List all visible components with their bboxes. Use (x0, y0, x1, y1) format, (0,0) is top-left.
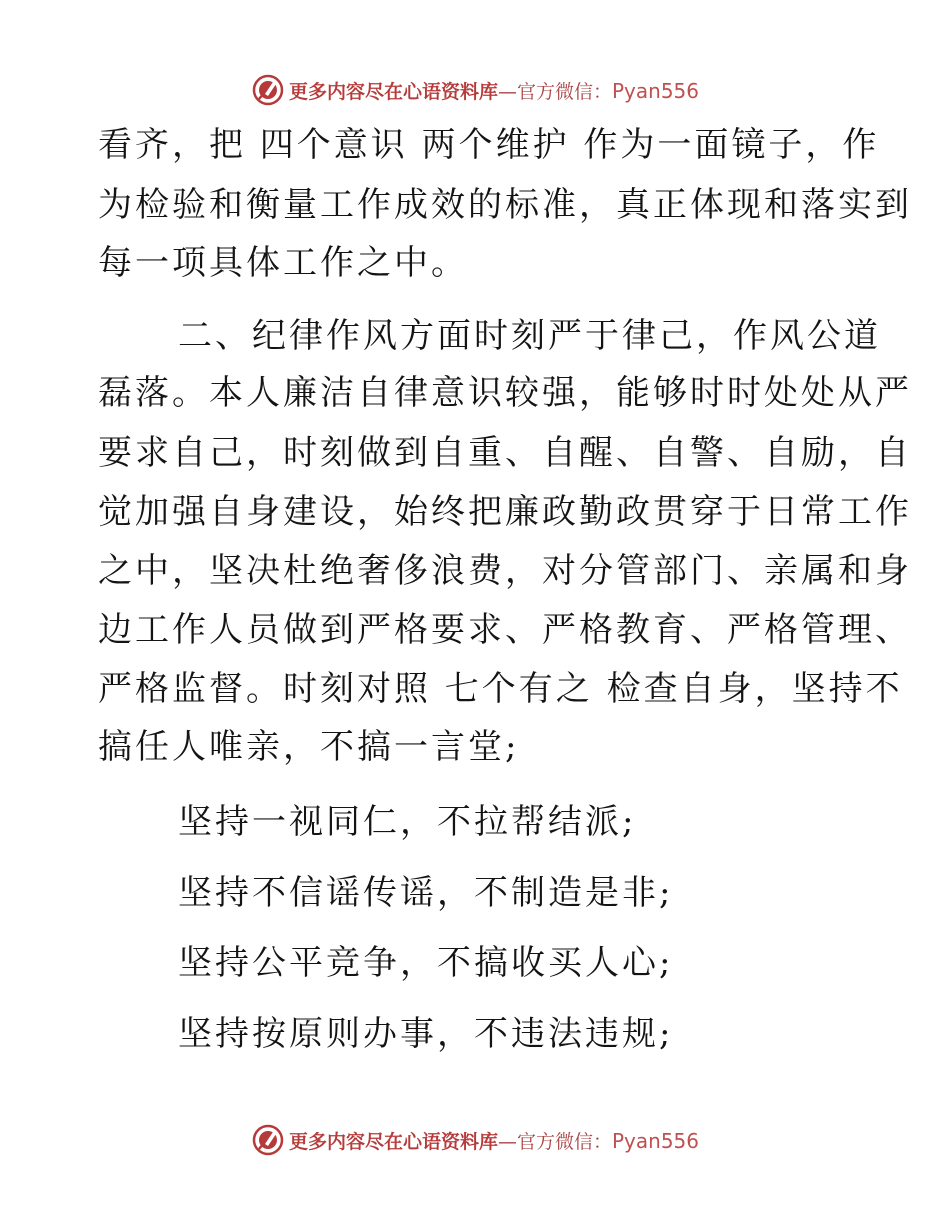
pen-nib-logo-icon (251, 1123, 285, 1157)
footer-banner (0, 1120, 950, 1160)
text-line: 坚持不信谣传谣，不制造是非; (178, 873, 674, 913)
banner-text (289, 1127, 699, 1154)
text-line: 坚持一视同仁，不拉帮结派; (178, 802, 637, 842)
banner-site-name: 更多内容尽在心语资料库 (288, 80, 498, 103)
text-line: 每一项具体工作之中。 (98, 243, 468, 283)
text-line: 严格监督。时刻对照 七个有之 检查自身，坚持不 (98, 669, 903, 709)
text-line: 看齐，把 四个意识 两个维护 作为一面镜子，作 (98, 125, 880, 165)
banner-wechat-id: Pyan556 (612, 1128, 700, 1153)
text-line: 之中，坚决杜绝奢侈浪费，对分管部门、亲属和身 (98, 551, 912, 591)
banner-wechat-id: Pyan556 (612, 78, 700, 103)
banner-wechat-label: —官方微信： (497, 1130, 612, 1153)
text-line: 磊落。本人廉洁自律意识较强，能够时时处处从严 (98, 373, 912, 413)
text-line: 搞任人唯亲，不搞一言堂; (98, 727, 520, 767)
banner-site-name: 更多内容尽在心语资料库 (288, 1130, 498, 1153)
pen-nib-logo-icon (251, 73, 285, 107)
text-line: 为检验和衡量工作成效的标准，真正体现和落实到 (98, 185, 912, 225)
banner-text (289, 77, 699, 104)
header-banner (0, 70, 950, 110)
text-line: 二、纪律作风方面时刻严于律己，作风公道 (178, 316, 881, 356)
text-line: 坚持公平竞争，不搞收买人心; (178, 943, 674, 983)
text-line: 觉加强自身建设，始终把廉政勤政贯穿于日常工作 (98, 492, 912, 532)
banner-wechat-label: —官方微信： (497, 80, 612, 103)
text-line: 边工作人员做到严格要求、严格教育、严格管理、 (98, 610, 912, 650)
text-line: 要求自己，时刻做到自重、自醒、自警、自励，自 (98, 433, 912, 473)
text-line: 坚持按原则办事，不违法违规; (178, 1014, 674, 1054)
